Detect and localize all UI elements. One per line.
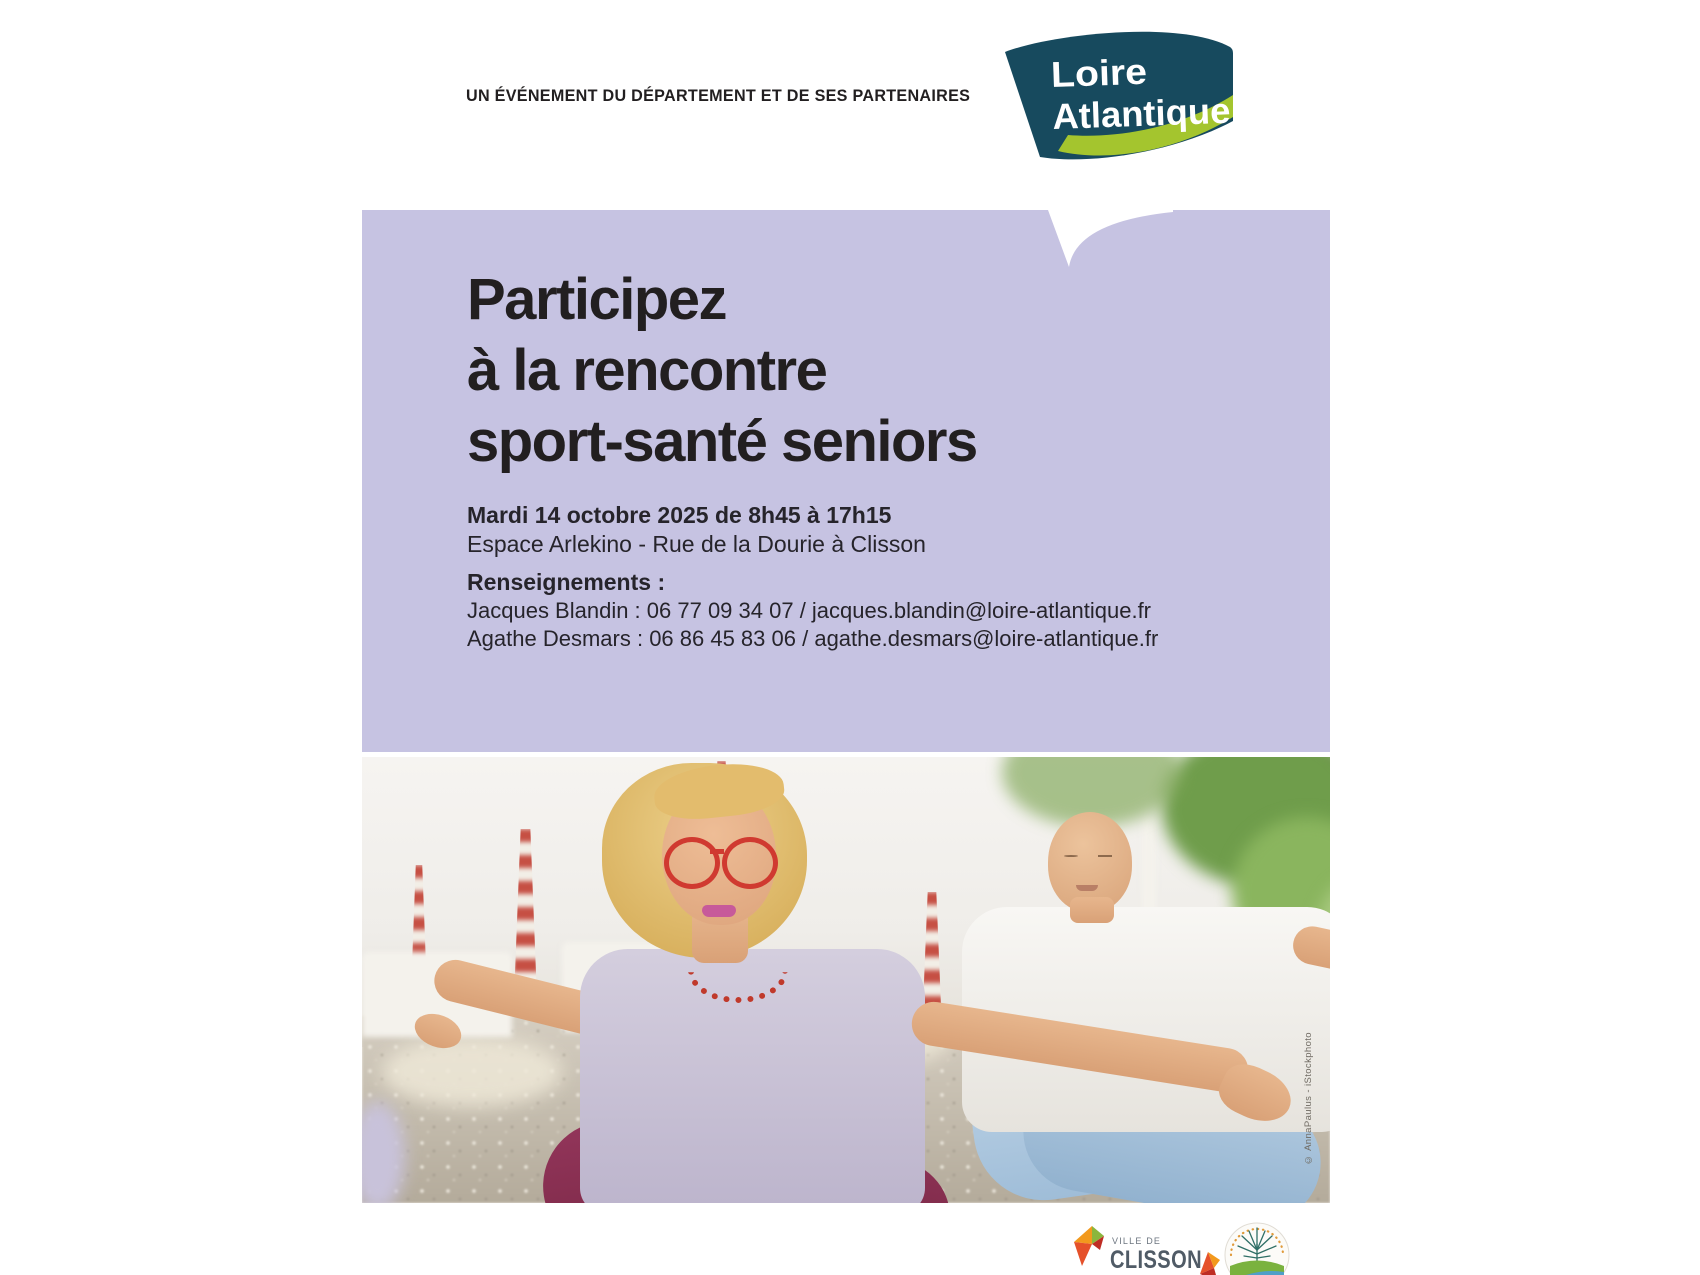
event-date: Mardi 14 octobre 2025 de 8h45 à 17h15 bbox=[467, 502, 892, 528]
woman-glasses-icon bbox=[722, 837, 778, 889]
woman-lips bbox=[702, 905, 736, 917]
event-venue: Espace Arlekino - Rue de la Dourie à Clisson bbox=[467, 531, 926, 557]
event-title bbox=[467, 264, 977, 477]
cpie-circle-logo bbox=[1224, 1222, 1290, 1275]
logo-text-line1: Loire bbox=[1050, 50, 1140, 96]
woman-glasses-bridge bbox=[710, 849, 724, 854]
woman-figure bbox=[362, 757, 1330, 1203]
clisson-big-text: CLISSON bbox=[1110, 1246, 1202, 1274]
contact-line-2: Agathe Desmars : 06 86 45 83 06 / agathe.desmars@loire-atlantique.fr bbox=[467, 626, 1159, 651]
clisson-small-text: VILLE DE bbox=[1112, 1236, 1162, 1246]
title-line-3: sport-santé seniors bbox=[467, 409, 977, 474]
woman-hand-left bbox=[410, 1008, 466, 1054]
photo-credit: © AnnaPaulus - iStockphoto bbox=[1303, 1032, 1314, 1165]
loire-atlantique-logo bbox=[988, 25, 1238, 200]
ville-de-clisson-logo bbox=[1072, 1224, 1222, 1275]
contact-line-1: Jacques Blandin : 06 77 09 34 07 / jacques.blandin@loire-atlantique.fr bbox=[467, 598, 1152, 623]
panel-notch bbox=[1040, 210, 1190, 272]
woman-arm-right bbox=[909, 999, 1252, 1096]
title-line-2: à la rencontre bbox=[467, 338, 827, 403]
info-label: Renseignements : bbox=[467, 569, 666, 595]
header-tagline: UN ÉVÉNEMENT DU DÉPARTEMENT ET DE SES PARTENAIRES bbox=[466, 86, 971, 105]
logo-text-line2: Atlantique bbox=[1051, 89, 1230, 137]
event-photo bbox=[362, 757, 1330, 1203]
title-line-1: Participez bbox=[467, 267, 726, 332]
woman-glasses-icon bbox=[664, 837, 720, 889]
